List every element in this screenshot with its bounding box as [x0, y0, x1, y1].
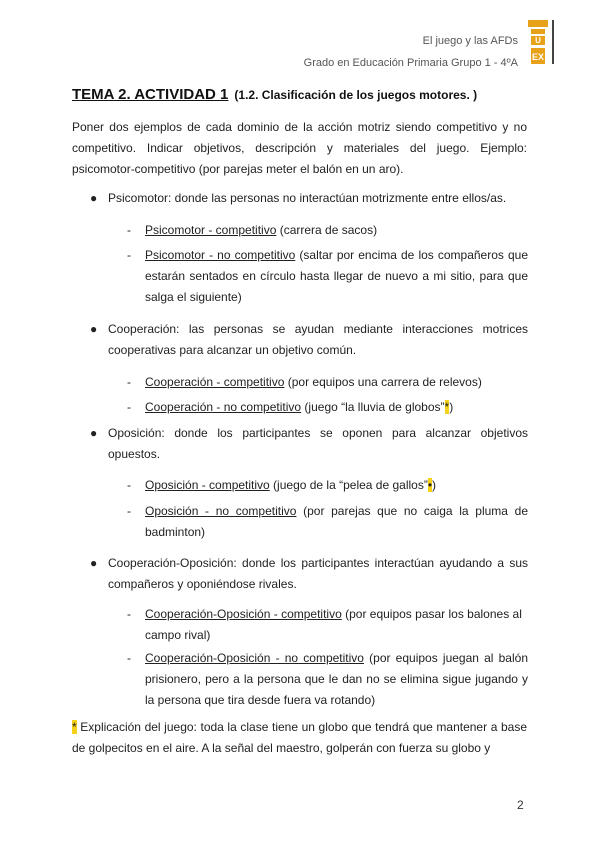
header-group — [304, 56, 518, 70]
item-label: Oposición - no competitivo — [145, 504, 297, 518]
footnote-paragraph — [72, 717, 527, 759]
item-label: Psicomotor - competitivo — [145, 223, 277, 237]
footnote-marker: * — [72, 720, 77, 734]
footnote-marker: • — [427, 478, 433, 492]
dash-marker: - — [127, 478, 131, 492]
dash-marker: - — [127, 651, 131, 665]
item-label: Cooperación-Oposición - no competitivo — [145, 651, 364, 665]
item-text: (juego de la “pelea de gallos” — [269, 478, 428, 492]
list-item — [145, 604, 528, 646]
section-psicomotor: Psicomotor: donde las personas no interactúan motrizmente entre ellos/as. — [108, 191, 507, 205]
item-label: Cooperación-Oposición - competitivo — [145, 607, 342, 621]
item-label: Cooperación - no competitivo — [145, 400, 302, 414]
dash-marker: - — [127, 504, 131, 518]
item-text: (carrera de sacos) — [276, 223, 378, 237]
item-text: (saltar por encima de los compañeros que estarán sentados en círculo hasta llegar de nuevo a mi sitio, para que salga el siguiente) — [145, 248, 529, 304]
item-text: (por parejas que no caiga la pluma de badminton) — [145, 504, 528, 539]
bullet-dot: ● — [90, 426, 98, 440]
item-text: (juego “la lluvia de globos” — [301, 400, 445, 414]
university-logo — [528, 18, 558, 68]
dash-marker: - — [127, 400, 131, 414]
footnote-text: Explicación del juego: toda la clase tiene un globo que tendrá que mantener a base de golpecitos en el aire. A la señal del maestro, golperán con fuerza su globo y — [72, 720, 527, 755]
dash-marker: - — [127, 375, 131, 389]
section-oposicion: Oposición: donde los participantes se oponen para alcanzar objetivos opuestos. — [108, 426, 528, 461]
list-item — [145, 220, 528, 241]
page-title — [72, 86, 477, 103]
item-text-end: ) — [432, 478, 437, 492]
intro-paragraph: Poner dos ejemplos de cada dominio de la acción motriz siendo competitivo y no competitivo. Indicar objetivos, descripción y materiales del juego. Ejemplo: psicomotor-competitivo (por parejas meter el balón en un aro). — [72, 120, 527, 176]
page-number: 2 — [517, 798, 524, 812]
header-line-1: El juego y las AFDs — [422, 35, 518, 47]
item-label: Oposición - competitivo — [145, 478, 270, 492]
bullet-dot: ● — [90, 191, 98, 205]
list-item — [145, 648, 528, 711]
item-label: Psicomotor - no competitivo — [145, 248, 296, 262]
logo-letter-u: U — [535, 36, 541, 45]
footnote-marker: * — [444, 400, 450, 414]
list-item — [145, 475, 528, 496]
dash-marker: - — [127, 223, 131, 237]
item-text-end: ) — [449, 400, 454, 414]
dash-marker: - — [127, 248, 131, 262]
list-item — [145, 372, 528, 393]
item-text: (por equipos juegan al balón prisionero, pero a la persona que le dan no se elimina sigue jugando y la persona que tira desde fuera va rotando) — [145, 651, 528, 707]
bullet-dot: ● — [90, 556, 98, 570]
item-text: (por equipos una carrera de relevos) — [284, 375, 482, 389]
item-text: (por equipos pasar los balones al campo rival) — [145, 607, 522, 642]
title-sub: (1.2. Clasificación de los juegos motores. ) — [234, 88, 478, 102]
logo-letters-ex: EX — [531, 52, 545, 62]
list-item — [145, 397, 528, 418]
dash-marker: - — [127, 607, 131, 621]
section-cooperacion: Cooperación: las personas se ayudan mediante interacciones motrices cooperativas para alcanzar un objetivo común. — [108, 322, 528, 357]
header-course — [423, 34, 518, 48]
list-item — [145, 245, 528, 308]
bullet-dot: ● — [90, 322, 98, 336]
header-line-2: Grado en Educación Primaria Grupo 1 - 4ºA — [303, 57, 518, 69]
title-main: TEMA 2. ACTIVIDAD 1 — [72, 86, 229, 103]
item-label: Cooperación - competitivo — [145, 375, 285, 389]
section-cooperacion-oposicion: Cooperación-Oposición: donde los participantes interactúan ayudando a sus compañeros y oponiéndose rivales. — [108, 556, 528, 591]
list-item — [145, 501, 528, 543]
